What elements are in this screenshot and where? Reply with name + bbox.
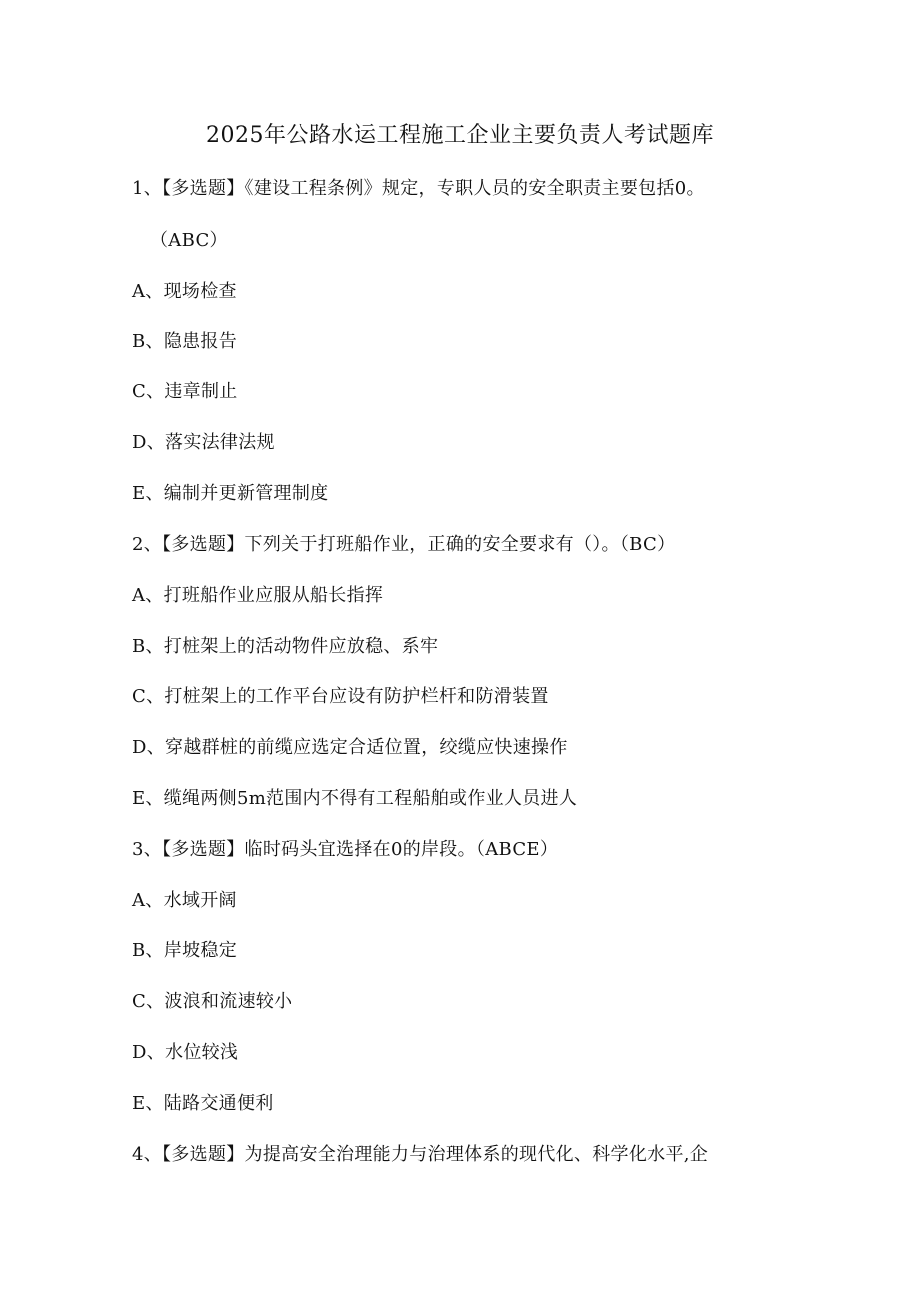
question-1-option-e: E、编制并更新管理制度 (132, 483, 329, 504)
question-3-option-d: D、水位较浅 (132, 1042, 239, 1063)
question-1-option-d: D、落实法律法规 (132, 432, 275, 453)
question-1-option-b: B、隐患报告 (132, 331, 238, 352)
question-2-option-a: A、打班船作业应服从船长指挥 (132, 585, 384, 606)
question-2-option-d: D、穿越群桩的前缆应选定合适位置，绞缆应快速操作 (132, 737, 568, 758)
question-1-option-c: C、违章制止 (132, 381, 238, 402)
question-1-option-a: A、现场检查 (132, 281, 237, 302)
question-1-answer: （ABC） (150, 230, 228, 251)
question-3-option-e: E、陆路交通便利 (132, 1093, 274, 1114)
question-2-stem: 2、【多选题】下列关于打班船作业，正确的安全要求有（）。（BC） (132, 534, 676, 555)
question-3-option-c: C、波浪和流速较小 (132, 991, 293, 1012)
question-2-option-c: C、打桩架上的工作平台应设有防护栏杆和防滑装置 (132, 686, 549, 707)
question-2-option-b: B、打桩架上的活动物件应放稳、系牢 (132, 636, 439, 657)
question-3-option-a: A、水域开阔 (132, 890, 237, 911)
question-2-option-e: E、缆绳两侧5m范围内不得有工程船舶或作业人员进人 (132, 788, 578, 809)
question-4-stem: 4、【多选题】为提高安全治理能力与治理体系的现代化、科学化水平,企 (132, 1144, 709, 1165)
question-3-option-b: B、岸坡稳定 (132, 940, 238, 961)
question-1-stem: 1、【多选题】《建设工程条例》规定，专职人员的安全职责主要包括0。 (132, 178, 705, 199)
question-3-stem: 3、【多选题】临时码头宜选择在0的岸段。（ABCE） (132, 839, 559, 860)
document-title: 2025年公路水运工程施工企业主要负责人考试题库 (206, 123, 714, 148)
